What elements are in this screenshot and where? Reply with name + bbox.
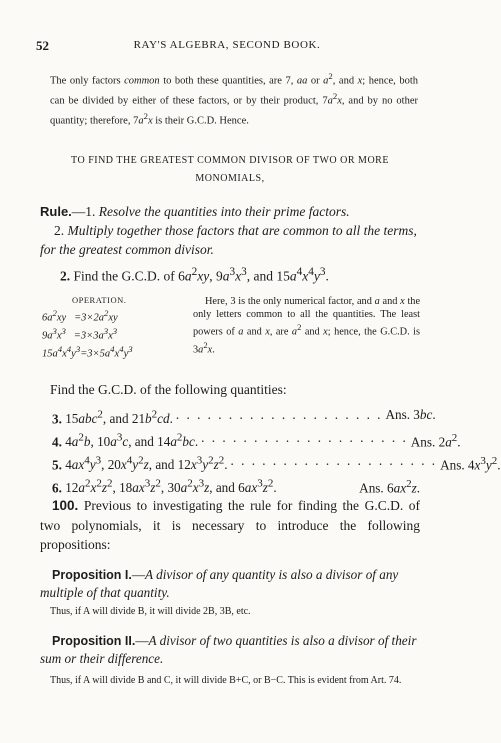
operation-label: OPERATION.: [72, 295, 127, 305]
rule-step-2: 2. Multiply together those factors that are common to all the terms, for the greatest common divisor.: [40, 223, 417, 257]
operation-explanation: Here, 3 is the only numerical factor, and a and x the only letters common to all the quantities. The least powers of a and x, are $a^2$ and x; hence, the G.C.D. is $3a^2x$.: [193, 296, 421, 356]
exercise-item: 5. $4ax^4y^3$, $20x^4y^2z$, and $12x^3y^2z^2$. . . . . . . . . . . . . . . . . . . . . Ans. $4x^3y^2$.: [52, 452, 420, 475]
operation-line: $6a^2xy =3\times 2a^2xy$: [42, 308, 118, 324]
rule-label: Rule.: [40, 204, 72, 219]
answer: Ans. $2a^2$.: [410, 431, 461, 450]
article-100: [40, 496, 420, 555]
rule-block: [40, 202, 420, 259]
operation-lines: [42, 307, 192, 361]
exercise-item: 3. 15abc$^2$, and $21b^2cd$. . . . . . . . . . . . . . . . . . . . . Ans. 3bc.: [52, 406, 420, 429]
leader-dots: [277, 475, 360, 498]
exercise-item: 4. $4a^2b$, $10a^3c$, and $14a^2bc$. . . . . . . . . . . . . . . . . . . . . Ans. $2a^2$.: [52, 429, 420, 452]
page-number: 52: [36, 38, 49, 53]
proposition-title: Proposition II.: [52, 634, 136, 648]
answer: Ans. 3bc.: [385, 407, 436, 422]
proposition-title: Proposition I.: [52, 568, 132, 582]
article-number: 100.: [52, 498, 79, 513]
intro-paragraph: The only factors common to both these quantities, are 7, aa or $a^2$, and x; hence, both can be divided by either of these factors, or by their product, $7a^2x$, and by no other quantity; therefore, $7a^2x$ is their G.C.D. Hence.: [50, 71, 418, 127]
operation-line: $9a^3x^3 =3\times 3a^3x^3$: [42, 326, 118, 342]
leader-dots: . . . . . . . . . . . . . . . . . . . .: [175, 407, 383, 422]
exercise-item: 6. $12a^2x^2z^2$, $18ax^3z^2$, $30a^2x^3z$, and $6ax^3z^2$. Ans. $6ax^2z$.: [52, 475, 420, 498]
proposition-1-example: Thus, if A will divide B, it will divide 2B, 3B, etc.: [50, 606, 251, 617]
leader-dots: . . . . . . . . . . . . . . . . . . . .: [201, 429, 408, 445]
proposition-2-example: Thus, if A will divide B and C, it will divide B+C, or B−C. This is evident from Art. 74.: [50, 675, 402, 686]
rule-step-1: Rule.—1. Resolve the quantities into their prime factors.: [40, 204, 350, 219]
example-2: 2. Find the G.C.D. of $6a^2xy$, $9a^3x^3$, and $15a^4x^4y^3$.: [60, 266, 329, 284]
exercise-list: [52, 406, 501, 498]
section-heading: TO FIND THE GREATEST COMMON DIVISOR OF TWO OR MORE MONOMIALS,: [71, 155, 389, 184]
exercise-intro: Find the G.C.D. of the following quantities:: [50, 382, 287, 397]
answer: Ans. $6ax^2z$.: [359, 477, 420, 496]
page-header: [36, 38, 418, 54]
operation-line: $15a^4x^4y^3=3\times 5a^4x^4y^3$: [42, 344, 133, 360]
proposition-1: Proposition I.—A divisor of any quantity is also a divisor of any multiple of that quantity.: [40, 567, 399, 600]
proposition-2: Proposition II.—A divisor of two quantities is also a divisor of their sum or their difference.: [40, 633, 417, 666]
answer: Ans. $4x^3y^2$.: [440, 454, 501, 473]
leader-dots: . . . . . . . . . . . . . . . . . . . .: [230, 452, 438, 468]
article-text: Previous to investigating the rule for finding the G.C.D. of two polynomials, it is necessary to introduce the following propositions:: [40, 498, 421, 552]
running-title: RAY'S ALGEBRA, SECOND BOOK.: [133, 39, 321, 51]
